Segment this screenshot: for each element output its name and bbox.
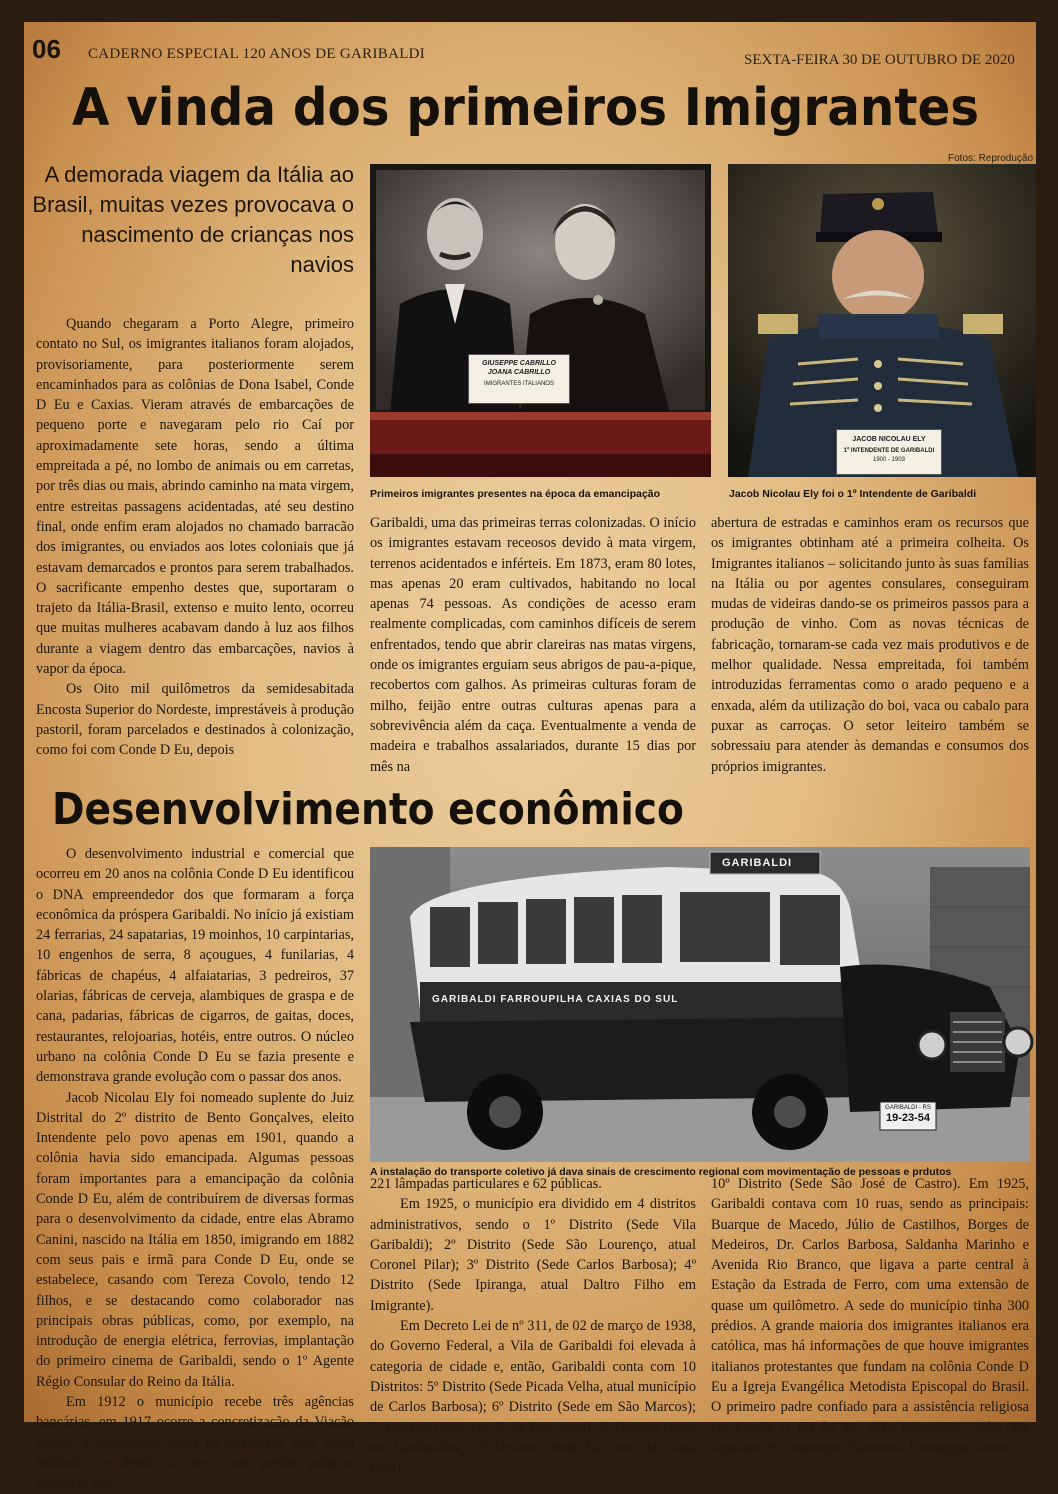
portrait-placard xyxy=(468,354,570,404)
immigrant-couple-photo xyxy=(370,164,711,477)
article1-column-1 xyxy=(36,314,354,761)
placard-jacob-role: 1º INTENDENTE DE GARIBALDI xyxy=(843,448,935,454)
bus-photo xyxy=(370,847,1030,1162)
jacob-placard xyxy=(836,429,942,475)
headline-immigrants: A vinda dos primeiros Imigrantes xyxy=(72,78,980,138)
paragraph: Jacob Nicolau Ely foi nomeado suplente do Juiz Distrital do 2º distrito de Bento Gonçalves, eleito Intendente pelo povo apenas em 1901, quando a colônia havia sido emancipada. Algumas pessoas foram importantes para a emancipação da colônia Conde D Eu, além de contribuírem de diversas formas para o desenvolvimento da cidade, entre elas Abramo Canini, nascido na Itália em 1850, imigrando em 1882 com seus pais e irmã para Conde D Eu, onde se estabelece, casando com Tereza Covolo, tendo 12 filhos, e se destacando como colaborador nas principais obras públicas, como, por exemplo, na introdução de energia elétrica, ferrovias, implantação do primeiro cinema de Garibaldi, sendo o 1º Agente Régio Consular do Reino da Itália. xyxy=(36,1089,354,1390)
issue-date: SEXTA-FEIRA 30 DE OUTUBRO DE 2020 xyxy=(744,52,1015,68)
paragraph: Garibaldi, uma das primeiras terras colonizadas. O início os imigrantes estavam receosos devido à mata virgem, terrenos acidentados e inférteis. Em 1873, eram 80 lotes, mas apenas 20 eram cultivados, habitando no local apenas 74 pessoas. As condições de acesso eram realmente complicadas, com caminhos difíceis de serem enfrentados, tendo que abrir clareiras nas matas virgens, onde os imigrantes erguiam seus abrigos de pau-a-pique, recobertos com galhos. As primeiras culturas foram de milho, feijão entre outras culturas apenas para a sobrevivência além da caça. Eventualmente a venda de madeira e trabalhos assalariados, durante 15 dias por mês na xyxy=(370,515,696,775)
placard-jacob-years: 1900 - 1903 xyxy=(872,457,906,463)
caption-immigrants: Primeiros imigrantes presentes na época da emancipação xyxy=(370,488,661,500)
article2-column-1 xyxy=(36,844,354,1494)
portrait-illustration xyxy=(370,164,711,477)
bus-plate xyxy=(882,1104,934,1125)
paragraph: abertura de estradas e caminhos eram os recursos que os imigrantes obtinham até a primeira colheita. Os Imigrantes italianos – solicitando junto às suas famílias na Itália ou por agentes consulares, conseguiram mudas de videiras dando-se os primeiros passos para a produção de vinho. Com as novas técnicas de fabricação, tornaram-se cada vez mais produtivos e de melhor qualidade. Nessa empreitada, foi também introduzidas ferramentas como o arado pequeno e a enxada, além da utilização do boi, vaca ou cabalo para puxar as carroças. O setor leiteiro também se sobressaiu para atender às demandas e consumos dos próprios imigrantes. xyxy=(711,515,1029,775)
page-number: 06 xyxy=(32,34,61,64)
section-label: CADERNO ESPECIAL 120 ANOS DE GARIBALDI xyxy=(88,46,426,62)
paragraph: Em Decreto Lei de nº 311, de 02 de março de 1938, do Governo Federal, a Vila de Garibaldi foi elevada à categoria de cidade e, então, Garibaldi conta com 10 Distritos: 5º Distrito (Sede Picada Velha, atual município de Carlos Barbosa); 6º Distrito (Sede em São Marcos); 7º Distrito (Sede em 27 da Boa Vista); 8º Distrito (Sede em Garibaldina); 9º Distrito (Sede São José de Costa Real); xyxy=(370,1318,696,1477)
paragraph: Quando chegaram a Porto Alegre, primeiro contato no Sul, os imigrantes italianos foram alojados, provisoriamente, para posteriormente serem encaminhados para as colônias de Dona Isabel, Conde D Eu e Caxias. Vieram através de embarcações de pequeno porte e navegaram pelo rio Caí por aproximadamente sete horas, sendo a última empreitada a pé, no lombo de animais ou em carretas, por três dias ou mais, abrindo caminho na mata virgem, entre estreitas passagens acidentadas, até seu destino final, onde enfim eram alojados no chamado barracão dos imigrantes, ou enviados aos lotes coloniais que já estavam demarcados e prontos para serem trabalhados. O sacrificante empenho destes que, suportaram o trajeto da Itália-Brasil, extenso e muito lento, ocorreu que muitas mulheres acabavam dando à luz aos filhos durante a viagem dentro das embarcações, navios à vapor da época. xyxy=(36,316,354,678)
article1-column-3 xyxy=(711,513,1029,777)
paragraph: 221 lâmpadas particulares e 62 públicas. xyxy=(370,1176,602,1192)
caption-jacob: Jacob Nicolau Ely foi o 1º Intendente de Garibaldi xyxy=(729,488,977,500)
paragraph: Em 1912 o município recebe três agências bancárias, em 1917 ocorre a concretização da Viação Férrea, a iluminação passa de querosene para usina hidráulica e depois a óleo, com prédio próprio, contando com xyxy=(36,1394,354,1492)
jacob-ely-photo xyxy=(728,164,1036,477)
paragraph: Em 1925, o município era dividido em 4 distritos administrativos, sendo o 1º Distrito (Sede Vila Garibaldi); 2º Distrito (Sede São Lourenço, atual Coronel Pilar); 3º Distrito (Sede Carlos Barbosa); 4º Distrito (Sede Ipiranga, atual Daltro Filho em Imigrante). xyxy=(370,1196,696,1314)
bus-route-text: GARIBALDI FARROUPILHA CAXIAS DO SUL xyxy=(432,994,679,1005)
article2-column-2 xyxy=(370,1174,696,1478)
article2-column-3 xyxy=(711,1174,1029,1458)
paragraph: 10º Distrito (Sede São José de Castro). Em 1925, Garibaldi contava com 10 ruas, sendo as principais: Buarque de Macedo, Júlio de Castilhos, Borges de Medeiros, Dr. Carlos Barbosa, Saldanha Marinho e Avenida Rio Branco, que ligava a parte central à Estação da Estrada de Ferro, com uma extensão de quase um quilômetro. A sede do município tinha 300 prédios. A grande maioria dos imigrantes italianos era católica, mas há informações de que houve imigrantes italianos protestantes que fundam na colônia Conde D Eu a Igreja Evangélica Metodista Episcopal do Brasil. O primeiro padre confiado para a assistência religiosa em Conde D Eu foi Pe. João Menegotto, além dos capelães Pe. Domingos Palermo e Domingos Grasso. xyxy=(711,1176,1029,1456)
plate-state: GARIBALDI - RS xyxy=(885,1105,931,1111)
placard-name-1: GIUSEPPE CABRILLO xyxy=(482,360,556,367)
bus-destination-sign: GARIBALDI xyxy=(722,857,793,869)
placard-name-2: JOANA CABRILLO xyxy=(487,369,551,376)
photo-credit: Fotos: Reprodução xyxy=(948,153,1034,164)
paragraph: Os Oito mil quilômetros da semidesabitada Encosta Superior do Nordeste, imprestáveis à produção pastoril, foram parcelados e destinados à colonização, como foi com Conde D Eu, depois xyxy=(36,681,354,759)
article-deck: A demorada viagem da Itália ao Brasil, muitas vezes provocava o nascimento de crianças nos navios xyxy=(32,162,354,277)
placard-jacob-name: JACOB NICOLAU ELY xyxy=(852,436,926,443)
placard-role: IMIGRANTES ITALIANOS xyxy=(484,381,554,387)
plate-number: 19-23-54 xyxy=(885,1112,931,1124)
caption-bus: A instalação do transporte coletivo já dava sinais de crescimento regional com movimentação de pessoas e prdutos xyxy=(370,1166,952,1178)
newspaper-page xyxy=(24,22,1036,1492)
headline-economic: Desenvolvimento econômico xyxy=(52,784,684,835)
paragraph: O desenvolvimento industrial e comercial que ocorreu em 20 anos na colônia Conde D Eu identificou o DNA empreendedor dos que formaram a força econômica da próspera Garibaldi. No início já existiam 24 ferrarias, 24 sapatarias, 19 moinhos, 10 carpintarias, 10 engenhos de serra, 8 açougues, 4 funilarias, 4 fábricas de chapéus, 4 alfaiatarias, 3 pedreiros, 37 olarias, fábricas de cerveja, alambiques de graspa e de cana, padarias, fábricas de cigarros, de gaitas, doces, restaurantes, relojoarias, hotéis, entre outros. O núcleo urbano na colônia Conde D Eu se fazia presente e demonstrava grande evolução com o passar dos anos. xyxy=(36,846,354,1086)
article1-column-2 xyxy=(370,513,696,777)
